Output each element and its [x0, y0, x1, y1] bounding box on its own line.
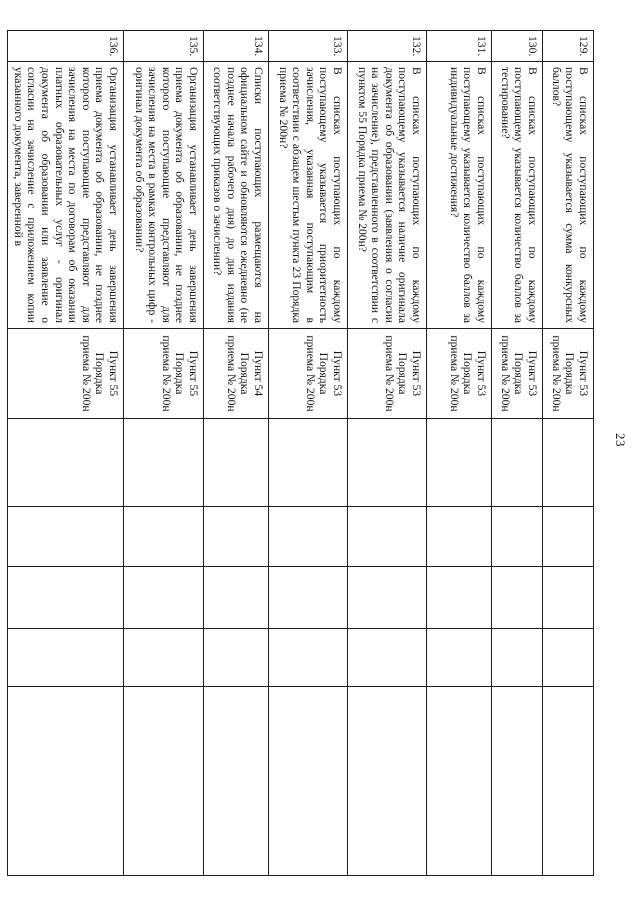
legal-reference: Пункт 54 Порядка приема № 200н [204, 329, 269, 419]
answer-cell [124, 507, 204, 567]
answer-cell [427, 419, 492, 507]
answer-cell [124, 419, 204, 507]
row-number: 132. [348, 31, 427, 62]
answer-cell [269, 507, 348, 567]
answer-cell [8, 507, 124, 567]
row-number: 129. [543, 31, 594, 62]
answer-cell [492, 567, 543, 629]
answer-cell [348, 629, 427, 687]
answer-cell [543, 419, 594, 507]
answer-cell [124, 629, 204, 687]
notes-cell [543, 687, 594, 876]
answer-cell [427, 567, 492, 629]
answer-cell [8, 419, 124, 507]
row-number: 130. [492, 31, 543, 62]
answer-cell [543, 507, 594, 567]
requirement-text: Списки поступающих размещаются на официальном сайте и обновляются ежедневно (не позднее начала рабочего дня) до дня издания соответствующих приказов о зачислении? [204, 62, 269, 329]
legal-reference: Пункт 53 Порядка приема № 200н [348, 329, 427, 419]
row-number: 135. [124, 31, 204, 62]
answer-cell [269, 567, 348, 629]
answer-cell [543, 629, 594, 687]
answer-cell [492, 419, 543, 507]
notes-cell [348, 687, 427, 876]
notes-cell [269, 687, 348, 876]
notes-cell [204, 687, 269, 876]
checklist-table [7, 30, 594, 876]
answer-cell [124, 567, 204, 629]
rotated-page-content [11, 30, 594, 875]
answer-cell [427, 629, 492, 687]
legal-reference: Пункт 55 Порядка приема № 200н [8, 329, 124, 419]
requirement-text: В списках поступающих по каждому поступающему указывается сумма конкурсных баллов? [543, 62, 594, 329]
legal-reference: Пункт 53 Порядка приема № 200н [492, 329, 543, 419]
table-row [492, 31, 543, 876]
row-number: 131. [427, 31, 492, 62]
answer-cell [8, 629, 124, 687]
answer-cell [348, 567, 427, 629]
requirement-text: В списках поступающих по каждому поступающему указывается приоритетность зачисления, указанная поступающим в соответствии с абзацем шестым пункта 23 Порядка приема № 200н? [269, 62, 348, 329]
answer-cell [204, 567, 269, 629]
table-row [427, 31, 492, 876]
answer-cell [269, 419, 348, 507]
legal-reference: Пункт 53 Порядка приема № 200н [543, 329, 594, 419]
answer-cell [204, 419, 269, 507]
row-number: 136. [8, 31, 124, 62]
legal-reference: Пункт 53 Порядка приема № 200н [269, 329, 348, 419]
answer-cell [348, 507, 427, 567]
answer-cell [204, 507, 269, 567]
answer-cell [269, 629, 348, 687]
table-row [204, 31, 269, 876]
notes-cell [492, 687, 543, 876]
row-number: 133. [269, 31, 348, 62]
page-number: 23 [613, 433, 628, 447]
notes-cell [427, 687, 492, 876]
requirement-text: Организация устанавливает день завершения приема документа об образовании, не позднее которого поступающие представляют для зачисления на места по договорам об оказании платных образовательных услуг - оригинал документа об образовании или заявление о согласии на зачисление с приложением копии указанного документа, заверенной в [8, 62, 124, 329]
table-row [269, 31, 348, 876]
legal-reference: Пункт 55 Порядка приема № 200н [124, 329, 204, 419]
answer-cell [348, 419, 427, 507]
table-row [348, 31, 427, 876]
requirement-text: В списках поступающих по каждому поступающему указывается количество баллов за индивидуальные достижения? [427, 62, 492, 329]
requirement-text: В списках поступающих по каждому поступающему указывается количество баллов за тестирование? [492, 62, 543, 329]
notes-cell [124, 687, 204, 876]
requirement-text: Организация устанавливает день завершения приема документа об образовании, не позднее которого поступающие представляют для зачисления на места в рамках контрольных цифр - оригинал документа об образовании? [124, 62, 204, 329]
notes-cell [8, 687, 124, 876]
answer-cell [8, 567, 124, 629]
table-row [543, 31, 594, 876]
answer-cell [543, 567, 594, 629]
table-row [124, 31, 204, 876]
answer-cell [492, 629, 543, 687]
answer-cell [427, 507, 492, 567]
answer-cell [204, 629, 269, 687]
requirement-text: В списках поступающих по каждому поступающему указывается наличие оригинала документа об образовании (заявления о согласии на зачисление), представленного в соответствии с пунктом 55 Порядка приема № 200н? [348, 62, 427, 329]
legal-reference: Пункт 53 Порядка приема № 200н [427, 329, 492, 419]
answer-cell [492, 507, 543, 567]
table-row [8, 31, 124, 876]
row-number: 134. [204, 31, 269, 62]
